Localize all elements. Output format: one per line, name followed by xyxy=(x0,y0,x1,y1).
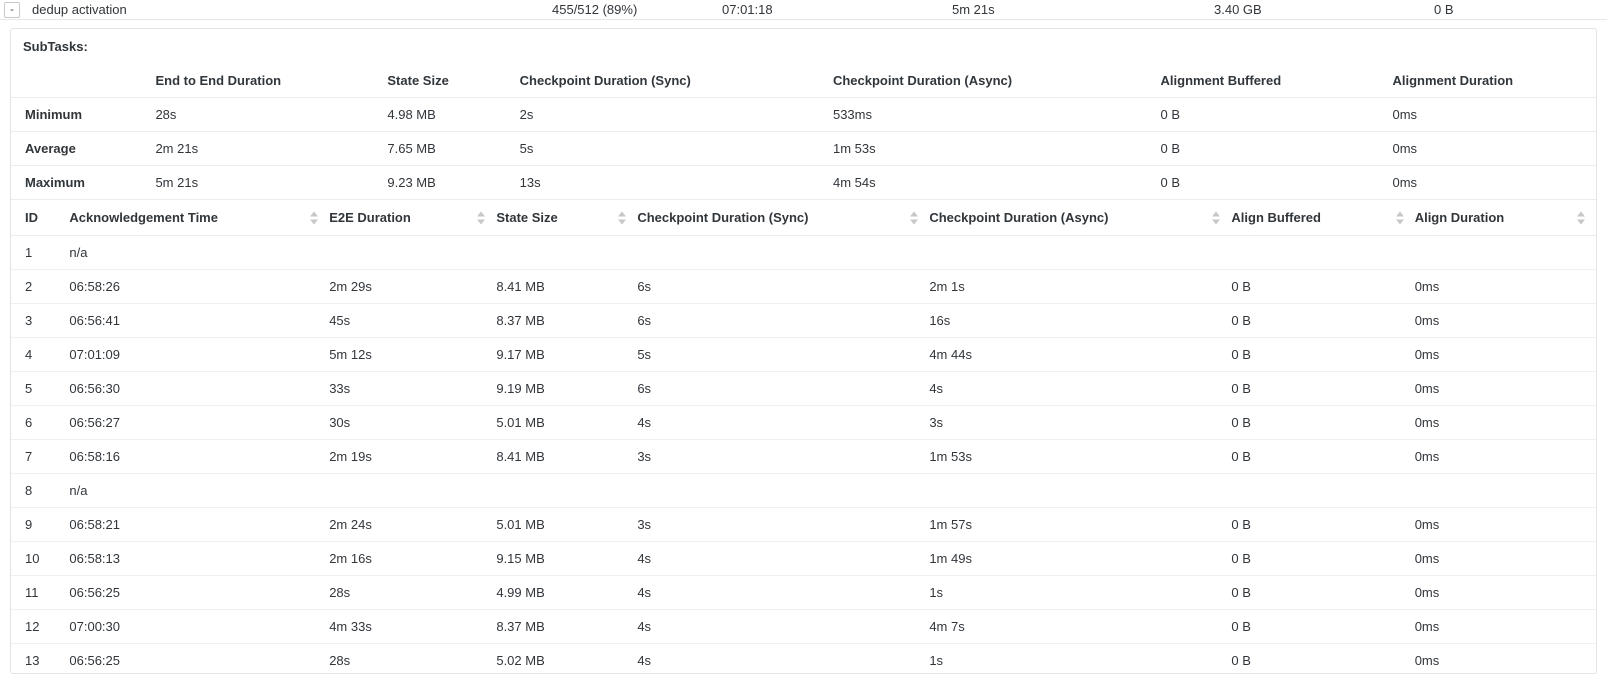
cell-align-buffered: 0 B xyxy=(1231,542,1414,576)
sort-icon[interactable] xyxy=(477,211,486,224)
detail-header-row xyxy=(11,200,1596,236)
cell-e2e-duration: 2m 19s xyxy=(329,440,496,474)
cell-align-duration: 0ms xyxy=(1415,508,1596,542)
table-row xyxy=(11,166,1596,200)
cell-acknowledgement-time: 06:58:21 xyxy=(69,508,329,542)
cell-e2e-duration: 33s xyxy=(329,372,496,406)
cell-e2e-duration: 28s xyxy=(329,644,496,675)
cell-checkpoint-duration-async: 4s xyxy=(929,372,1231,406)
summary-cell-sync: 5s xyxy=(520,132,833,166)
column-header-acknowledgement-time[interactable] xyxy=(69,200,329,236)
cell-align-duration: 0ms xyxy=(1415,576,1596,610)
cell-id: 5 xyxy=(11,372,69,406)
cell-align-buffered: 0 B xyxy=(1231,610,1414,644)
summary-cell-align-buffered: 0 B xyxy=(1161,166,1393,200)
cell-align-duration: 0ms xyxy=(1415,610,1596,644)
table-row xyxy=(11,440,1596,474)
summary-col-alignment-duration: Alignment Duration xyxy=(1392,64,1596,98)
cell-state-size: 8.37 MB xyxy=(496,304,637,338)
cell-checkpoint-duration-async: 1m 57s xyxy=(929,508,1231,542)
column-header-align-duration-label: Align Duration xyxy=(1414,210,1505,225)
cell-acknowledgement-time: n/a xyxy=(69,474,329,508)
summary-cell-align-buffered: 0 B xyxy=(1161,132,1393,166)
summary-row-label: Minimum xyxy=(11,98,155,132)
table-row xyxy=(11,508,1596,542)
cell-checkpoint-duration-sync: 6s xyxy=(637,304,929,338)
cell-state-size: 8.41 MB xyxy=(496,270,637,304)
cell-e2e-duration xyxy=(329,474,496,508)
summary-col-state-size: State Size xyxy=(387,64,519,98)
table-row xyxy=(11,474,1596,508)
cell-state-size: 4.99 MB xyxy=(496,576,637,610)
cell-acknowledgement-time: 06:56:41 xyxy=(69,304,329,338)
cell-acknowledgement-time: 06:58:16 xyxy=(69,440,329,474)
cell-id: 9 xyxy=(11,508,69,542)
cell-align-buffered: 0 B xyxy=(1231,644,1414,675)
cell-checkpoint-duration-sync: 6s xyxy=(637,270,929,304)
summary-col-checkpoint-duration-async: Checkpoint Duration (Async) xyxy=(833,64,1161,98)
column-header-state-size[interactable] xyxy=(496,200,637,236)
cell-id: 11 xyxy=(11,576,69,610)
column-header-checkpoint-duration-async-label: Checkpoint Duration (Async) xyxy=(929,210,1109,225)
column-header-state-size-label: State Size xyxy=(496,210,558,225)
table-row xyxy=(11,610,1596,644)
summary-cell-e2e: 5m 21s xyxy=(155,166,387,200)
cell-state-size: 5.02 MB xyxy=(496,644,637,675)
cell-id: 12 xyxy=(11,610,69,644)
cell-checkpoint-duration-async: 2m 1s xyxy=(929,270,1231,304)
cell-e2e-duration xyxy=(329,236,496,270)
cell-id: 2 xyxy=(11,270,69,304)
cell-checkpoint-duration-sync: 4s xyxy=(637,542,929,576)
cell-align-duration: 0ms xyxy=(1415,542,1596,576)
column-header-align-duration[interactable] xyxy=(1415,200,1596,236)
summary-cell-align-duration: 0ms xyxy=(1392,98,1596,132)
cell-state-size: 8.41 MB xyxy=(496,440,637,474)
summary-header-row xyxy=(11,64,1596,98)
task-acknowledged: 455/512 (89%) xyxy=(552,2,638,17)
cell-id: 7 xyxy=(11,440,69,474)
cell-align-buffered: 0 B xyxy=(1231,576,1414,610)
cell-state-size: 8.37 MB xyxy=(496,610,637,644)
summary-cell-state: 9.23 MB xyxy=(387,166,519,200)
summary-cell-e2e: 28s xyxy=(155,98,387,132)
cell-id: 4 xyxy=(11,338,69,372)
summary-col-end-to-end-duration: End to End Duration xyxy=(155,64,387,98)
cell-align-duration: 0ms xyxy=(1415,338,1596,372)
sort-icon[interactable] xyxy=(910,211,919,224)
summary-cell-async: 4m 54s xyxy=(833,166,1161,200)
sort-icon[interactable] xyxy=(1396,211,1405,224)
summary-row-label: Average xyxy=(11,132,155,166)
summary-cell-align-duration: 0ms xyxy=(1392,132,1596,166)
cell-id: 1 xyxy=(11,236,69,270)
cell-checkpoint-duration-async: 4m 44s xyxy=(929,338,1231,372)
cell-align-buffered xyxy=(1231,474,1414,508)
cell-align-buffered xyxy=(1231,236,1414,270)
cell-acknowledgement-time: 06:56:25 xyxy=(69,644,329,675)
subtasks-summary-table xyxy=(11,64,1596,200)
column-header-acknowledgement-time-label: Acknowledgement Time xyxy=(69,210,218,225)
table-row xyxy=(11,372,1596,406)
summary-cell-state: 4.98 MB xyxy=(387,98,519,132)
collapse-toggle-icon[interactable]: - xyxy=(4,2,20,18)
cell-checkpoint-duration-async: 1m 49s xyxy=(929,542,1231,576)
table-row xyxy=(11,98,1596,132)
summary-cell-sync: 2s xyxy=(520,98,833,132)
cell-align-buffered: 0 B xyxy=(1231,338,1414,372)
cell-align-buffered: 0 B xyxy=(1231,406,1414,440)
cell-align-buffered: 0 B xyxy=(1231,508,1414,542)
cell-acknowledgement-time: 07:00:30 xyxy=(69,610,329,644)
task-name: dedup activation xyxy=(32,2,127,17)
sort-icon[interactable] xyxy=(310,211,319,224)
cell-state-size xyxy=(496,474,637,508)
table-row xyxy=(11,576,1596,610)
detail-table-body xyxy=(11,236,1596,675)
cell-align-duration: 0ms xyxy=(1415,440,1596,474)
cell-checkpoint-duration-async: 16s xyxy=(929,304,1231,338)
cell-e2e-duration: 45s xyxy=(329,304,496,338)
column-header-e2e-duration[interactable] xyxy=(329,200,496,236)
cell-acknowledgement-time: 06:58:26 xyxy=(69,270,329,304)
cell-checkpoint-duration-async: 1m 53s xyxy=(929,440,1231,474)
cell-checkpoint-duration-async: 1s xyxy=(929,644,1231,675)
summary-col-checkpoint-duration-sync: Checkpoint Duration (Sync) xyxy=(520,64,833,98)
cell-checkpoint-duration-sync: 3s xyxy=(637,440,929,474)
subtasks-panel xyxy=(10,28,1597,674)
summary-row-label: Maximum xyxy=(11,166,155,200)
column-header-id-label: ID xyxy=(25,210,38,225)
cell-checkpoint-duration-sync: 5s xyxy=(637,338,929,372)
parent-task-row[interactable] xyxy=(0,0,1607,20)
task-state-size: 3.40 GB xyxy=(1214,2,1262,17)
cell-state-size: 9.19 MB xyxy=(496,372,637,406)
cell-align-duration: 0ms xyxy=(1415,304,1596,338)
table-row xyxy=(11,338,1596,372)
sort-icon[interactable] xyxy=(1212,211,1221,224)
cell-checkpoint-duration-sync: 4s xyxy=(637,406,929,440)
summary-cell-align-duration: 0ms xyxy=(1392,166,1596,200)
column-header-align-buffered[interactable] xyxy=(1231,200,1414,236)
subtasks-detail-table xyxy=(11,200,1596,674)
cell-e2e-duration: 2m 29s xyxy=(329,270,496,304)
cell-acknowledgement-time: 07:01:09 xyxy=(69,338,329,372)
cell-id: 8 xyxy=(11,474,69,508)
cell-state-size xyxy=(496,236,637,270)
cell-checkpoint-duration-sync: 4s xyxy=(637,644,929,675)
cell-align-buffered: 0 B xyxy=(1231,270,1414,304)
summary-cell-async: 533ms xyxy=(833,98,1161,132)
table-row xyxy=(11,406,1596,440)
column-header-e2e-duration-label: E2E Duration xyxy=(329,210,411,225)
table-row xyxy=(11,304,1596,338)
cell-checkpoint-duration-sync: 6s xyxy=(637,372,929,406)
cell-acknowledgement-time: 06:56:27 xyxy=(69,406,329,440)
cell-align-duration: 0ms xyxy=(1415,644,1596,675)
cell-align-duration: 0ms xyxy=(1415,406,1596,440)
cell-acknowledgement-time: 06:56:25 xyxy=(69,576,329,610)
column-header-checkpoint-duration-sync-label: Checkpoint Duration (Sync) xyxy=(637,210,809,225)
column-header-id[interactable] xyxy=(11,200,69,236)
table-row xyxy=(11,236,1596,270)
cell-e2e-duration: 30s xyxy=(329,406,496,440)
cell-checkpoint-duration-sync: 4s xyxy=(637,576,929,610)
summary-cell-e2e: 2m 21s xyxy=(155,132,387,166)
task-alignment-buffered: 0 B xyxy=(1434,2,1454,17)
cell-id: 3 xyxy=(11,304,69,338)
task-end-to-end-duration: 5m 21s xyxy=(952,2,995,17)
sort-icon[interactable] xyxy=(1577,211,1586,224)
cell-id: 6 xyxy=(11,406,69,440)
cell-align-duration: 0ms xyxy=(1415,372,1596,406)
cell-e2e-duration: 2m 16s xyxy=(329,542,496,576)
cell-acknowledgement-time: n/a xyxy=(69,236,329,270)
subtasks-title: SubTasks: xyxy=(23,39,88,54)
cell-align-buffered: 0 B xyxy=(1231,372,1414,406)
table-row xyxy=(11,644,1596,675)
cell-checkpoint-duration-async: 3s xyxy=(929,406,1231,440)
summary-cell-async: 1m 53s xyxy=(833,132,1161,166)
cell-checkpoint-duration-sync: 4s xyxy=(637,610,929,644)
sort-icon[interactable] xyxy=(618,211,627,224)
table-row xyxy=(11,270,1596,304)
cell-checkpoint-duration-sync: 3s xyxy=(637,508,929,542)
summary-cell-align-buffered: 0 B xyxy=(1161,98,1393,132)
summary-cell-state: 7.65 MB xyxy=(387,132,519,166)
cell-checkpoint-duration-sync xyxy=(637,474,929,508)
cell-state-size: 5.01 MB xyxy=(496,406,637,440)
cell-e2e-duration: 4m 33s xyxy=(329,610,496,644)
summary-cell-sync: 13s xyxy=(520,166,833,200)
cell-align-buffered: 0 B xyxy=(1231,440,1414,474)
cell-e2e-duration: 5m 12s xyxy=(329,338,496,372)
cell-state-size: 9.15 MB xyxy=(496,542,637,576)
cell-checkpoint-duration-async: 4m 7s xyxy=(929,610,1231,644)
cell-align-buffered: 0 B xyxy=(1231,304,1414,338)
summary-col-alignment-buffered: Alignment Buffered xyxy=(1161,64,1393,98)
cell-acknowledgement-time: 06:58:13 xyxy=(69,542,329,576)
task-latest-acknowledgement: 07:01:18 xyxy=(722,2,773,17)
table-row xyxy=(11,132,1596,166)
column-header-align-buffered-label: Align Buffered xyxy=(1231,210,1321,225)
cell-checkpoint-duration-async xyxy=(929,236,1231,270)
cell-e2e-duration: 2m 24s xyxy=(329,508,496,542)
summary-col-blank xyxy=(11,64,155,98)
cell-state-size: 9.17 MB xyxy=(496,338,637,372)
column-header-checkpoint-duration-async[interactable] xyxy=(929,200,1231,236)
cell-id: 10 xyxy=(11,542,69,576)
cell-id: 13 xyxy=(11,644,69,675)
column-header-checkpoint-duration-sync[interactable] xyxy=(637,200,929,236)
cell-checkpoint-duration-async xyxy=(929,474,1231,508)
cell-align-duration xyxy=(1415,474,1596,508)
cell-state-size: 5.01 MB xyxy=(496,508,637,542)
cell-align-duration: 0ms xyxy=(1415,270,1596,304)
cell-align-duration xyxy=(1415,236,1596,270)
cell-acknowledgement-time: 06:56:30 xyxy=(69,372,329,406)
cell-checkpoint-duration-async: 1s xyxy=(929,576,1231,610)
table-row xyxy=(11,542,1596,576)
cell-checkpoint-duration-sync xyxy=(637,236,929,270)
cell-e2e-duration: 28s xyxy=(329,576,496,610)
